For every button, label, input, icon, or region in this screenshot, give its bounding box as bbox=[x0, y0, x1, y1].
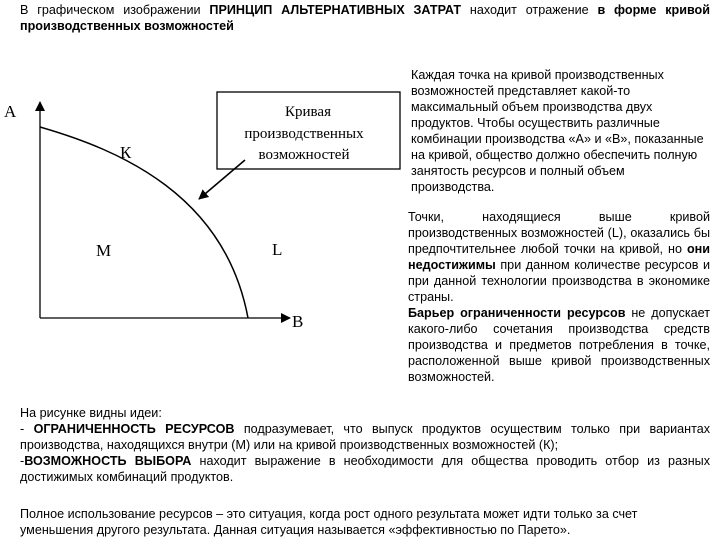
callout-line-3: возможностей bbox=[258, 147, 350, 163]
resource-barrier-text: не допускает какого-либо сочетания производства средств производства и предметов потребления в точке, расположенной выше кривой производственных возможностей. bbox=[408, 306, 710, 384]
idea-2-prefix: - bbox=[20, 454, 25, 468]
idea-1-text: подразумевает, что выпуск продуктов осуществим только при вариантах производства, находящихся внутри (М) или на кривой производственных возможностей (К); bbox=[20, 422, 710, 452]
heading-emphasis: в форме кривой производственных возможностей bbox=[20, 3, 710, 33]
axis-x-label: B bbox=[292, 312, 304, 331]
unreachable-points-text bbox=[408, 209, 710, 385]
curve-explanation: Каждая точка на кривой производственных возможностей представляет какой-то максимальный объем производства двух продуктов. Чтобы осуществить различные комбинации производства «А» и «В», показанные на кривой, общество должно обеспечить полную занятость ресурсов и полный объем производства. bbox=[411, 68, 704, 194]
ideas-list bbox=[20, 405, 710, 485]
unreachable-emphasis: они недостижимы bbox=[408, 242, 710, 272]
idea-1-term: ОГРАНИЧЕННОСТЬ РЕСУРСОВ bbox=[33, 422, 235, 436]
pareto-paragraph: Полное использование ресурсов – это ситуация, когда рост одного результата может идти только за счет уменьшения другого результата. Данная ситуация называется «эффективностью по Парето». bbox=[20, 507, 638, 537]
heading-mid: находит отражение bbox=[461, 3, 598, 17]
callout-line-1: Кривая bbox=[285, 104, 331, 120]
callout-line-2: производственных bbox=[244, 126, 364, 142]
label-m: М bbox=[96, 241, 112, 260]
idea-2-text: находит выражение в необходимости для общества проводить отбор из разных достижимых комбинаций продуктов. bbox=[20, 454, 711, 484]
idea-2-term: ВОЗМОЖНОСТЬ ВЫБОРА bbox=[24, 454, 192, 468]
unreachable-text-start: Точки, находящиеся выше кривой производственных возможностей (L), оказались бы предпочтительнее любой точки на кривой, но bbox=[408, 210, 710, 256]
heading-term: ПРИНЦИП АЛЬТЕРНАТИВНЫХ ЗАТРАТ bbox=[209, 3, 462, 17]
label-l: L bbox=[272, 240, 283, 259]
resource-barrier-term: Барьер ограниченности ресурсов bbox=[408, 306, 626, 320]
ideas-intro: На рисунке видны идеи: bbox=[20, 406, 162, 420]
axis-y-label: A bbox=[4, 102, 17, 121]
heading-intro: В графическом изображении bbox=[20, 3, 210, 17]
idea-1-prefix: - bbox=[20, 422, 34, 436]
unreachable-text-end: при данном количестве ресурсов и при данной технологии производства в экономике страны. bbox=[408, 258, 710, 304]
label-k: К bbox=[120, 143, 132, 162]
